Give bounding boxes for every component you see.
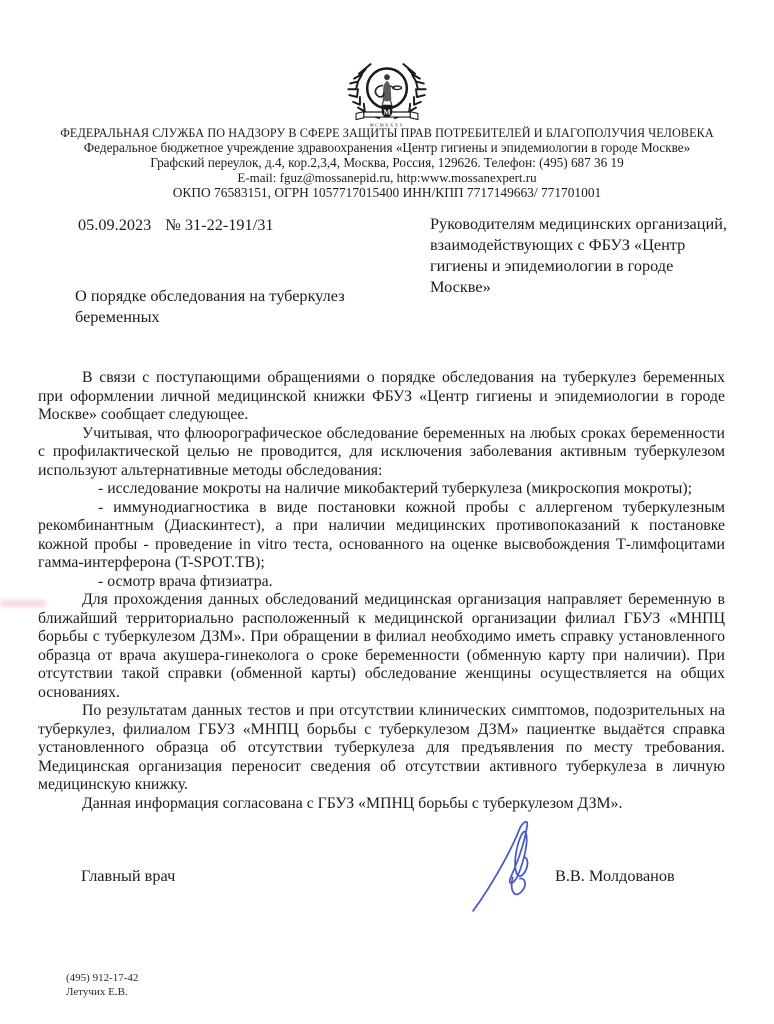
monogram-letter: M <box>383 107 391 117</box>
emblem-motto: MCMXXXV <box>369 122 405 128</box>
signer-name: В.В. Молдованов <box>555 866 675 885</box>
body-paragraph: По результатам данных тестов и при отсутствии клинических симптомов, подозрительных на туберкулез, филиалом ГБУЗ «МНПЦ борьбы с туберкулезом ДЗМ» пациентке выдаётся справка установленного образца об отсутствии туберкулеза для предъявления по месту требования. Медицинская организация переносит сведения об отсутствии активного туберкулеза в личную медицинскую книжку. <box>38 702 725 793</box>
body-list-item: - иммунодиагностика в виде постановки кожной пробы с аллергеном туберкулезным рекомбинантным (Диаскинтест), а при наличии медицинских противопоказаний к постановке кожной пробы - проведение in vitro теста, основанного на оценке высвобождения Т-лимфоцитами гамма-интерферона (T-SPOT.TB); <box>38 498 725 571</box>
body-paragraph: В связи с поступающими обращениями о порядке обследования на туберкулез беременных при оформлении личной медицинской книжки ФБУЗ «Центр гигиены и эпидемиологии в городе Москве» сообщает следующее. <box>38 369 725 423</box>
registration-codes-line: ОКПО 76583151, ОГРН 1057717015400 ИНН/КПП 7717149663/ 771701001 <box>172 184 602 200</box>
organization-name-line: Федеральное бюджетное учреждение здравоохранения «Центр гигиены и эпидемиологии в городе Москве» <box>83 139 691 155</box>
letter-number: № 31-22-191/31 <box>165 215 274 234</box>
body-paragraph: Для прохождения данных обследований медицинская организация направляет беременную в ближайший территориально расположенный к медицинской организации филиал ГБУЗ «МНПЦ борьбы с туберкулезом ДЗМ». При обращении в филиал необходимо иметь справку установленного образца от врача акушера-гинеколога о сроке беременности (обменную карту при наличии). При отсутствии такой справки (обменной карты) обследование женщины осуществляется на общих основаниях. <box>38 591 725 701</box>
body-list-item: - исследование мокроты на наличие микобактерий туберкулеза (микроскопия мокроты); <box>98 480 693 497</box>
body-list-item: - осмотр врача фтизиатра. <box>98 572 273 590</box>
signer-position: Главный врач <box>81 866 176 885</box>
postal-address-line: Графский переулок, д.4, кор.2,3,4, Москва, Россия, 129626. Телефон: (495) 687 36 19 <box>150 154 624 170</box>
executor-phone: (495) 912-17-42 <box>66 972 139 984</box>
date-number-line <box>78 215 274 235</box>
letter-body <box>38 369 725 813</box>
letterhead <box>0 126 774 201</box>
subject-line: О порядке обследования на туберкулез беременных <box>75 286 345 326</box>
executor-block <box>66 972 138 999</box>
recipient-block: Руководителям медицинских организаций, взаимодействующих с ФБУЗ «Центр гигиены и эпидемиологии в городе Москве» <box>430 214 727 296</box>
email-website-line: E-mail: fguz@mossanepid.ru, http:www.mossanexpert.ru <box>237 169 537 185</box>
body-paragraph: Данная информация согласована с ГБУЗ «МПНЦ борьбы с туберкулезом ДЗМ». <box>82 794 623 812</box>
handwritten-signature <box>470 812 574 916</box>
letter-date: 05.09.2023 <box>78 215 152 234</box>
body-paragraph: Учитывая, что флюорографическое обследование беременных на любых сроках беременности с профилактической целью не проводится, для исключения заболевания активным туберкулезом используют альтернативные методы обследования: <box>38 424 725 479</box>
scan-smudge-artifact <box>0 600 46 607</box>
federal-service-line: ФЕДЕРАЛЬНАЯ СЛУЖБА ПО НАДЗОРУ В СФЕРЕ ЗАЩИТЫ ПРАВ ПОТРЕБИТЕЛЕЙ И БЛАГОПОЛУЧИЯ ЧЕЛОВЕКА <box>60 126 714 140</box>
executor-name: Летучих Е.В. <box>66 985 128 998</box>
